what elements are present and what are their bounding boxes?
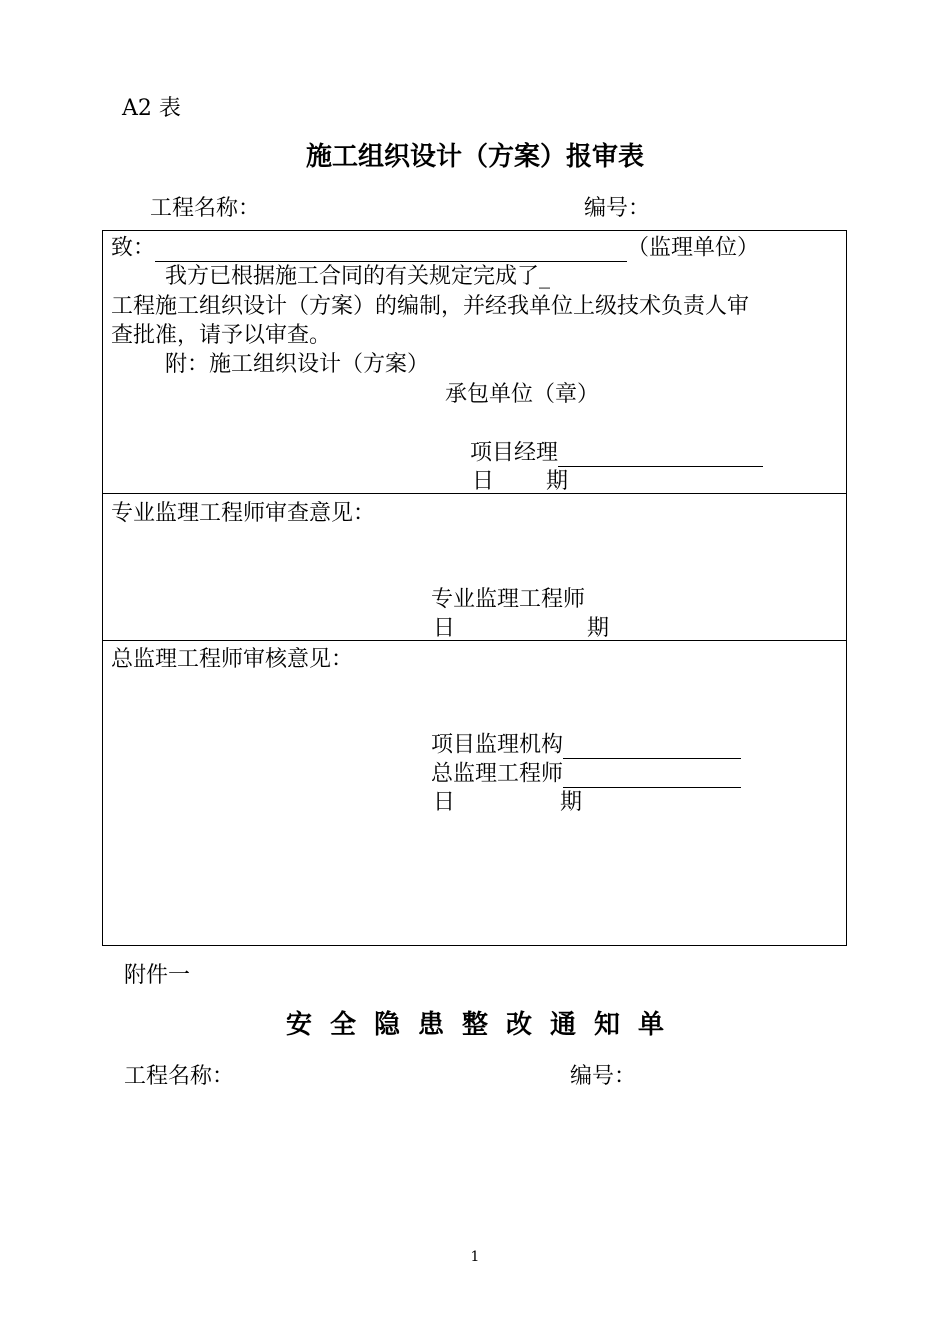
date-line-3 <box>433 790 582 816</box>
body-line-3: 查批准，请予以审查。 <box>111 323 332 348</box>
body-line-2: 工程施工组织设计（方案）的编制，并经我单位上级技术负责人审 <box>111 294 750 319</box>
form-code-label: A2 表 <box>122 96 181 121</box>
date-label-a: 日 <box>472 469 495 494</box>
supervision-org-blank[interactable] <box>563 732 741 759</box>
chief-engineer-line <box>431 761 741 788</box>
chief-engineer-label: 总监理工程师 <box>431 761 564 787</box>
notice-title: 安全隐患整改通知单 <box>285 1010 682 1040</box>
attachment-line: 附：施工组织设计（方案） <box>165 352 430 377</box>
to-label: 致： <box>111 235 156 261</box>
date-label-b: 期 <box>587 616 610 641</box>
specialist-engineer-label: 专业监理工程师 <box>431 587 586 612</box>
date-line-1 <box>472 469 568 495</box>
review-form-table <box>102 230 847 946</box>
to-line <box>111 235 759 262</box>
number-label: 编号： <box>584 196 651 221</box>
page-number: 1 <box>470 1249 480 1265</box>
notice-number-label: 编号： <box>570 1064 637 1089</box>
specialist-opinion-label: 专业监理工程师审查意见： <box>111 501 376 526</box>
body-text-1: 我方已根据施工合同的有关规定完成了 <box>165 264 540 289</box>
chief-engineer-blank[interactable] <box>563 761 741 788</box>
body-line-1 <box>165 264 550 290</box>
attachment-one-label: 附件一 <box>124 963 191 988</box>
project-manager-label: 项目经理 <box>470 440 559 466</box>
supervisor-unit-suffix: （监理单位） <box>627 235 760 261</box>
notice-project-name-label: 工程名称： <box>124 1064 235 1089</box>
project-manager-line <box>470 440 763 467</box>
section-divider-1 <box>103 493 846 494</box>
date-label-b: 期 <box>546 469 569 494</box>
contractor-stamp-label: 承包单位（章） <box>445 382 600 407</box>
supervisor-unit-blank[interactable] <box>155 235 627 262</box>
date-label-b: 期 <box>560 790 583 815</box>
supervision-org-label: 项目监理机构 <box>431 732 564 758</box>
date-line-2 <box>433 616 609 642</box>
project-name-label: 工程名称： <box>150 196 261 221</box>
page-title: 施工组织设计（方案）报审表 <box>305 142 644 172</box>
project-manager-blank[interactable] <box>558 440 763 467</box>
supervision-org-line <box>431 732 741 759</box>
date-label-a: 日 <box>433 616 456 641</box>
date-label-a: 日 <box>433 790 456 815</box>
chief-opinion-label: 总监理工程师审核意见： <box>111 647 354 672</box>
body-text-1-tail: _ <box>539 264 551 289</box>
section-divider-2 <box>103 640 846 641</box>
